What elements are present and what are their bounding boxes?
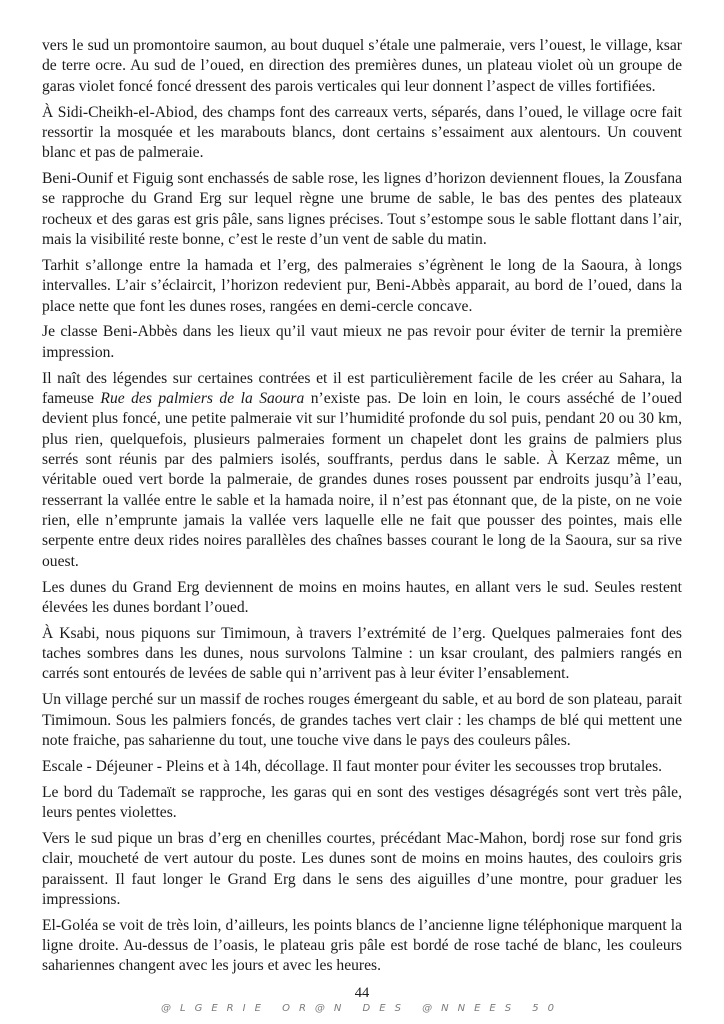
paragraph: Escale - Déjeuner - Pleins et à 14h, décollage. Il faut monter pour éviter les secousses trop brutales. — [42, 757, 663, 775]
footer-watermark: @LGERIE OR@N DES @NNEES 50 — [161, 1003, 563, 1014]
paragraph-text: Il naît des légendes sur certaines contrées et il est particulièrement facile de les créer au Sahara, la fameuse — [42, 369, 682, 407]
paragraph: vers le sud un promontoire saumon, au bout duquel s’étale une palmeraie, vers l’ouest, le village, ksar de terre ocre. Au sud de l’oued, en direction des premières dunes, un plateau violet où un groupe de garas violet foncé foncé dressent des parois verticales qui leur donnent l’aspect de villes fortifiées. — [42, 37, 682, 95]
body-text — [42, 36, 682, 982]
paragraph: Beni-Ounif et Figuig sont enchassés de sable rose, les lignes d’horizon deviennent floues, la Zousfana se rapproche du Grand Erg sur lequel règne une brume de sable, le bas des pentes des plateaux rocheux et des garas est gris pâle, sans lignes précises. Tout s’estompe sous le sable flottant dans l’air, mais la visibilité reste bonne, c’est le reste d’un vent de sable du matin. — [42, 170, 682, 249]
paragraph-legend — [42, 369, 682, 572]
paragraph: À Ksabi, nous piquons sur Timimoun, à travers l’extrémité de l’erg. Quelques palmeraies font des taches sombres dans les dunes, nous survolons Talmine : un ksar croulant, des palmiers rangés en carrés sont entourés de levées de sable qui n’arrivent pas à leur éviter l’ensablement. — [42, 624, 682, 683]
paragraph: Tarhit s’allonge entre la hamada et l’erg, des palmeraies s’égrènent le long de la Saoura, à longs intervalles. L’air s’éclaircit, l’horizon redevient pur, Beni-Abbès apparait, au bord de l’oued, dans la place nette que font les dunes roses, rangées en demi-cercle concave. — [42, 256, 682, 315]
italic-street-name: Rue des palmiers de la Saoura — [100, 390, 305, 407]
paragraph: À Sidi-Cheikh-el-Abiod, des champs font des carreaux verts, séparés, dans l’oued, le village ocre fait ressortir la mosquée et les marabouts blancs, dont certains s’essaiment aux alentours. Un couvent blanc et pas de palmeraie. — [42, 103, 682, 162]
paragraph: El-Goléa se voit de très loin, d’ailleurs, les points blancs de l’ancienne ligne téléphonique marquent la ligne droite. Au-dessus de l’oasis, le plateau gris pâle est bordé de rose taché de blanc, les couleurs sahariennes changent avec les jours et avec les heures. — [42, 916, 682, 975]
paragraph: Un village perché sur un massif de roches rouges émergeant du sable, et au bord de son plateau, parait Timimoun. Sous les palmiers foncés, de grandes taches vert clair : les champs de blé qui mettent une note fraiche, pas saharienne du tout, une touche vive dans le pays des couleurs pâles. — [42, 691, 682, 749]
paragraph-text: n’existe pas. De loin en loin, le cours asséché de l’oued devient plus foncé, une petite palmeraie vit sur l’humidité profonde du sol puis, pendant 20 ou 30 km, plus rien, quelquefois, plusieurs palmeraies forment un chapelet dont les grains de palmiers plus serrés sont réunis par des palmiers isolés, souffrants, perdus dans le sable. À Kerzaz même, un véritable oued vert borde la palmeraie, de grandes dunes roses poussent par endroits jusqu’à l’eau, resserrant la vallée entre le sable et la hamada noire, il n’est pas étonnant que, de la piste, on ne voie rien, elle n’emprunte jamais la vallée vers laquelle elle ne fait que pousser des pointes, mais elle serpente entre deux rides noires parallèles des chaînes basses courant le long de la Saoura, sur sa rive ouest. — [42, 390, 682, 570]
page-number: 44 — [354, 985, 370, 1001]
paragraph: Je classe Beni-Abbès dans les lieux qu’il vaut mieux ne pas revoir pour éviter de ternir la première impression. — [42, 323, 682, 361]
paragraph: Le bord du Tademaït se rapproche, les garas qui en sont des vestiges désagrégés sont vert très pâle, leurs pentes violettes. — [42, 783, 682, 822]
paragraph: Vers le sud pique un bras d’erg en chenilles courtes, précédant Mac-Mahon, bordj rose sur fond gris clair, moucheté de vert autour du poste. Les dunes sont de moins en moins hautes, des couloirs gris paraissent. Il faut longer le Grand Erg dans le sens des aiguilles d’une montre, pour graduer les impressions. — [42, 829, 682, 908]
paragraph: Les dunes du Grand Erg deviennent de moins en moins hautes, en allant vers le sud. Seules restent élevées les dunes bordant l’oued. — [42, 578, 682, 616]
